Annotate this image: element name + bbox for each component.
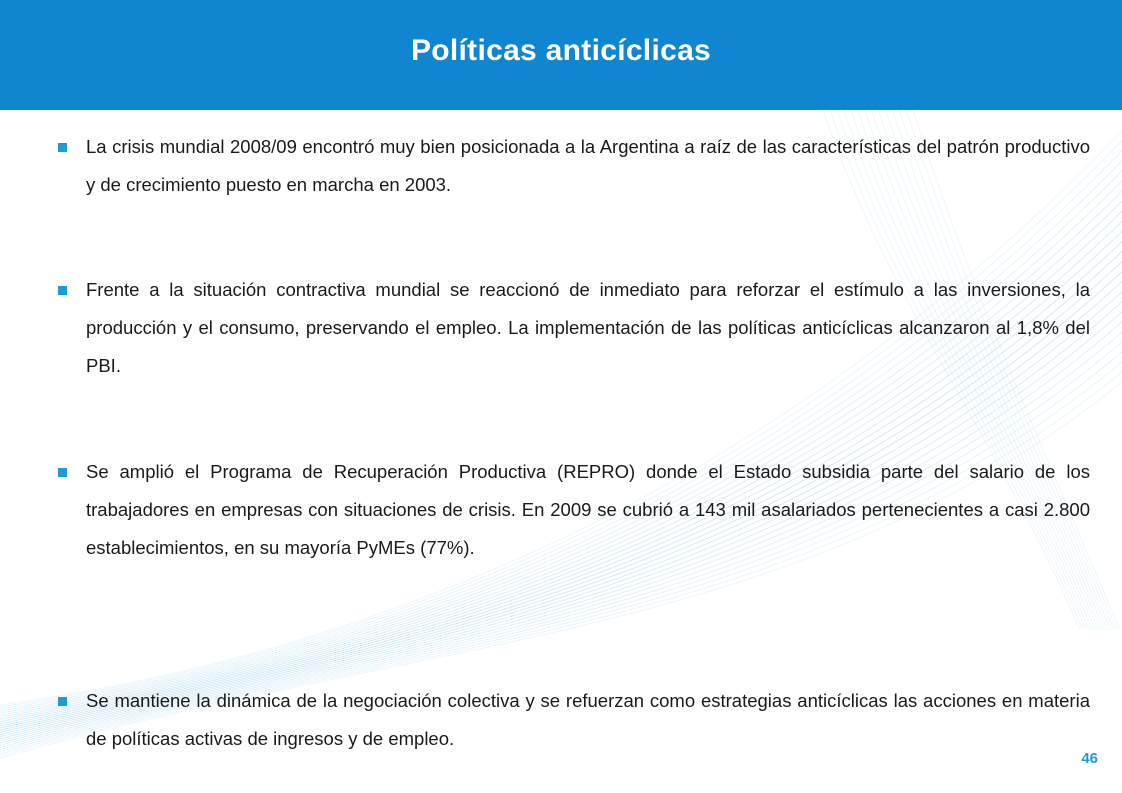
bullet-text: La crisis mundial 2008/09 encontró muy bien posicionada a la Argentina a raíz de las características del patrón productivo y de crecimiento puesto en marcha en 2003. <box>86 136 1090 195</box>
bullet-text: Se mantiene la dinámica de la negociación colectiva y se refuerzan como estrategias anticíclicas las acciones en materia de políticas activas de ingresos y de empleo. <box>86 690 1090 749</box>
wave-line <box>0 173 1122 729</box>
square-bullet-icon <box>58 143 67 152</box>
square-bullet-icon <box>58 697 67 706</box>
wave-line <box>0 132 1122 720</box>
page-number: 46 <box>1081 750 1098 767</box>
wave-line <box>0 152 1122 724</box>
bullet-item <box>56 128 1090 204</box>
bullet-item <box>56 682 1090 758</box>
bullet-item <box>56 453 1090 567</box>
slide-title: Políticas anticíclicas <box>410 34 712 67</box>
bullet-item <box>56 271 1090 385</box>
bullet-text: Frente a la situación contractiva mundial se reaccionó de inmediato para reforzar el estímulo a las inversiones, la producción y el consumo, preservando el empleo. La implementación de las políticas anticíclicas alcanzaron al 1,8% del PBI. <box>86 279 1090 376</box>
square-bullet-icon <box>58 468 67 477</box>
square-bullet-icon <box>58 286 67 295</box>
bullet-text: Se amplió el Programa de Recuperación Productiva (REPRO) donde el Estado subsidia parte del salario de los trabajadores en empresas con situaciones de crisis. En 2009 se cubrió a 143 mil asalariados pertenecientes a casi 2.800 establecimientos, en su mayoría PyMEs (77%). <box>86 461 1090 558</box>
title-bar <box>0 0 1122 110</box>
wave-line <box>0 163 1122 727</box>
wave-line <box>0 142 1122 722</box>
